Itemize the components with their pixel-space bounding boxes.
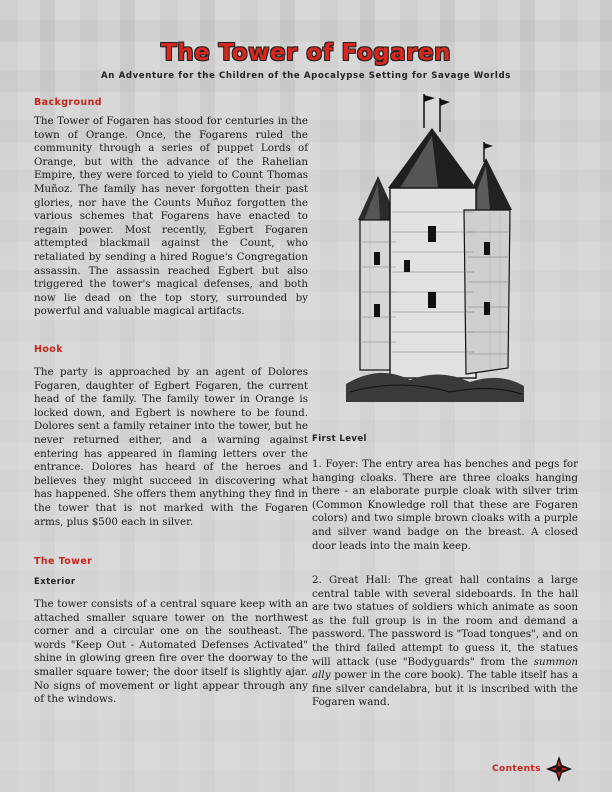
contents-link[interactable]: Contents xyxy=(492,764,541,774)
page-subtitle: An Adventure for the Children of the Apocalypse Setting for Savage Worlds xyxy=(101,71,511,81)
page-title: The Tower of Fogaren xyxy=(161,40,451,66)
first-level-heading: First Level xyxy=(312,434,367,444)
foyer-text: 1. Foyer: The entry area has benches and pegs for hanging cloaks. There are three cloaks hanging there - an elaborate purple cloak with silver trim (Common Knowledge roll that these are Fogaren colors) and two simple brown cloaks with a purple and silver wand badge on the breast. A closed door leads into the main keep. xyxy=(312,458,578,552)
hook-text: The party is approached by an agent of Dolores Fogaren, daughter of Egbert Fogaren, the current head of the family. The family tower in Orange is locked down, and Egbert is nowhere to be found. Dolores sent a family retainer into the tower, but he never returned either, and a warning against entering has appeared in flaming letters over the entrance. Dolores has heard of the heroes and believes they might succeed in discovering what has happened. She offers them anything they find in the tower that is not marked with the Fogaren arms, plus $500 each in silver. xyxy=(34,366,308,528)
tower-illustration xyxy=(340,92,528,404)
great-hall-text-b: power in the core book). The table itself has a fine silver candelabra, but it is inscribed with the Fogaren wand. xyxy=(312,669,578,709)
compass-star-icon[interactable] xyxy=(546,756,572,782)
great-hall-text-a: 2. Great Hall: The great hall contains a large central table with several sideboards. In the hall are two statues of soldiers which animate as soon as the full group is in the room and demand a password. The password is "Toad tongues", and on the third failed attempt to guess it, the statues will attack (use "Bodyguards" from the xyxy=(312,574,578,668)
summon-ally-emphasis: summon ally xyxy=(312,655,578,682)
exterior-text: The tower consists of a central square keep with an attached smaller square tower on the northwest corner and a circular one on the southeast. The words "Keep Out - Automated Defenses Activated" shine in glowing green fire over the doorway to the smaller square tower; the door itself is slightly ajar. No signs of movement or light appear through any of the windows. xyxy=(34,598,308,706)
great-hall-text xyxy=(312,574,578,710)
background-heading: Background xyxy=(34,97,102,108)
hook-heading: Hook xyxy=(34,344,63,355)
tower-heading: The Tower xyxy=(34,556,93,567)
exterior-heading: Exterior xyxy=(34,577,76,587)
background-text: The Tower of Fogaren has stood for centuries in the town of Orange. Once, the Fogarens ruled the community through a series of puppet Lords of Orange, but with the advance of the Rahelian Empire, they were forced to yield to Count Thomas Muñoz. The family has never forgotten their past glories, nor have the Counts Muñoz forgotten the various schemes that Fogarens have enacted to regain power. Most recently, Egbert Fogaren attempted blackmail against the Count, who retaliated by sending a hired Rogue's Congregation assassin. The assassin reached Egbert but also triggered the tower's magical defenses, and both now lie dead on the top story, surrounded by powerful and valuable magical artifacts. xyxy=(34,115,308,318)
